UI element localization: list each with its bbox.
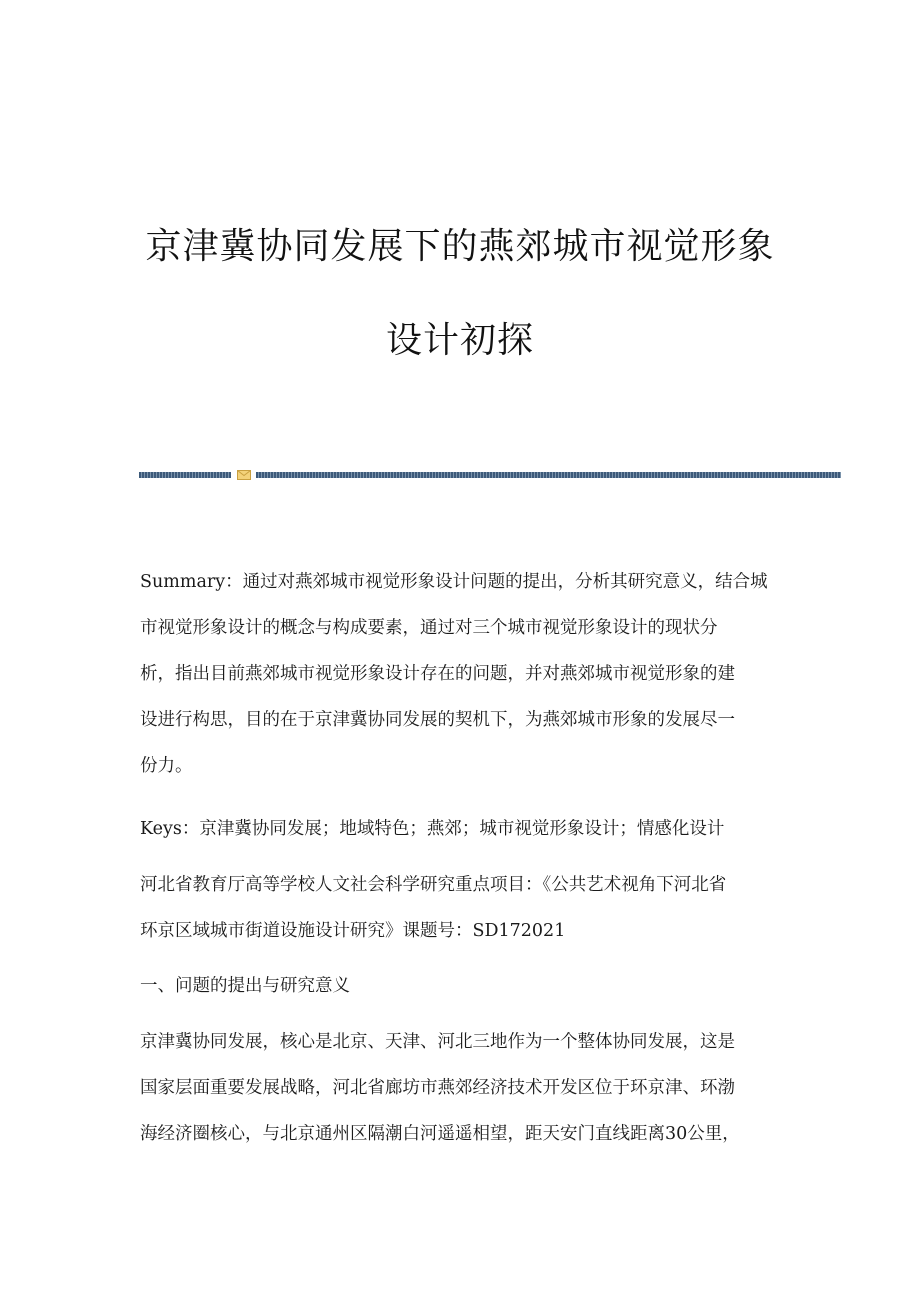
body-line: 京津冀协同发展，核心是北京、天津、河北三地作为一个整体协同发展，这是 bbox=[140, 1032, 735, 1052]
body-line: 海经济圈核心，与北京通州区隔潮白河遥遥相望，距天安门直线距离30公里， bbox=[140, 1124, 740, 1144]
summary-line: 析，指出目前燕郊城市视觉形象设计存在的问题，并对燕郊城市视觉形象的建 bbox=[140, 664, 735, 684]
body-line: 国家层面重要发展战略，河北省廊坊市燕郊经济技术开发区位于环京津、环渤 bbox=[140, 1078, 735, 1098]
project-info-paragraph bbox=[140, 862, 780, 954]
summary-line: 设进行构思，目的在于京津冀协同发展的契机下，为燕郊城市形象的发展尽一 bbox=[140, 710, 735, 730]
project-line: 环京区域城市街道设施设计研究》课题号：SD172021 bbox=[140, 921, 566, 941]
summary-line: 份力。 bbox=[140, 756, 193, 776]
keywords-line: Keys：京津冀协同发展；地域特色；燕郊；城市视觉形象设计；情感化设计 bbox=[140, 819, 725, 839]
title-divider bbox=[139, 470, 841, 480]
divider-bar-left bbox=[139, 472, 231, 478]
project-line: 河北省教育厅高等学校人文社会科学研究重点项目：《公共艺术视角下河北省 bbox=[140, 875, 727, 895]
body-paragraph bbox=[140, 1019, 780, 1157]
summary-line: Summary：通过对燕郊城市视觉形象设计问题的提出，分析其研究意义，结合城 bbox=[140, 572, 768, 592]
section-heading bbox=[140, 963, 780, 1009]
summary-paragraph bbox=[140, 559, 780, 789]
document-title-line-1: 京津冀协同发展下的燕郊城市视觉形象 bbox=[145, 226, 775, 267]
envelope-icon bbox=[237, 470, 251, 480]
document-title-line-2: 设计初探 bbox=[385, 320, 534, 361]
divider-bar-right bbox=[256, 472, 841, 478]
summary-line: 市视觉形象设计的概念与构成要素，通过对三个城市视觉形象设计的现状分 bbox=[140, 618, 718, 638]
keywords-paragraph bbox=[140, 806, 780, 852]
section-heading-text: 一、问题的提出与研究意义 bbox=[140, 976, 350, 996]
